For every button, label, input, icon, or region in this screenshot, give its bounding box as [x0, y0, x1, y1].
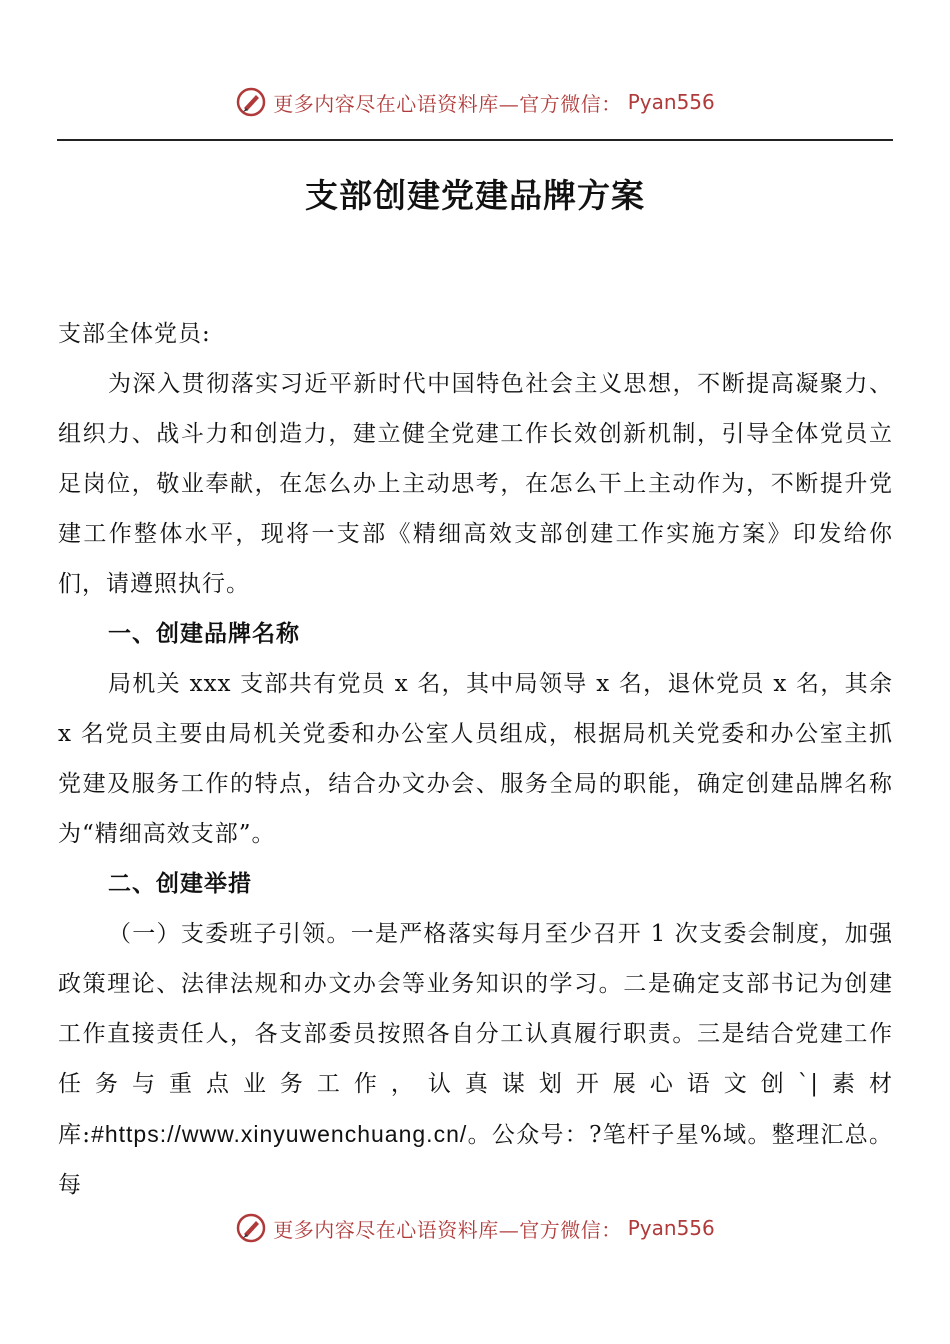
brush-logo-icon	[235, 86, 267, 118]
section-2-text: （一）支委班子引领。一是严格落实每月至少召开 1 次支委会制度，加强政策理论、法律法规和办文办会等业务知识的学习。二是确定支部书记为创建工作直接责任人，各支部委员按照各自分工认真履行职责。三是结合党建工作任务与重点业务工作，认真谋划开展心语文创`|素材库:	[58, 921, 893, 1148]
document-title: 支部创建党建品牌方案	[305, 176, 645, 215]
watermark-text: 更多内容尽在心语资料库—官方微信：	[273, 1217, 622, 1242]
salutation: 支部全体党员:	[58, 321, 211, 347]
section-heading-2: 二、创建举措	[108, 871, 252, 897]
header-divider	[57, 139, 893, 141]
header-watermark	[0, 82, 950, 122]
section-heading-1: 一、创建品牌名称	[108, 621, 300, 647]
document-body	[58, 309, 893, 1210]
section-1-paragraph: 局机关 xxx 支部共有党员 x 名，其中局领导 x 名，退休党员 x 名，其余 x 名党员主要由局机关党委和办公室人员组成，根据局机关党委和办公室主抓党建及服务工作的特点，结合办文办会、服务全局的职能，确定创建品牌名称为“精细高效支部”。	[58, 671, 893, 847]
footer-watermark	[0, 1208, 950, 1248]
watermark-wechat-id: Pyan556	[627, 1216, 715, 1240]
section-2-tail: 。公众号：?笔杆子星%域。整理汇总。每	[58, 1122, 894, 1198]
watermark-text: 更多内容尽在心语资料库—官方微信：	[273, 91, 622, 116]
watermark-wechat-id: Pyan556	[627, 90, 715, 114]
brush-logo-icon	[235, 1212, 267, 1244]
section-2-paragraph	[58, 909, 893, 1210]
resource-url: #https://www.xinyuwenchuang.cn/	[91, 1121, 468, 1147]
intro-paragraph: 为深入贯彻落实习近平新时代中国特色社会主义思想，不断提高凝聚力、组织力、战斗力和创造力，建立健全党建工作长效创新机制，引导全体党员立足岗位，敬业奉献，在怎么办上主动思考，在怎么干上主动作为，不断提升党建工作整体水平，现将一支部《精细高效支部创建工作实施方案》印发给你们，请遵照执行。	[58, 371, 893, 597]
